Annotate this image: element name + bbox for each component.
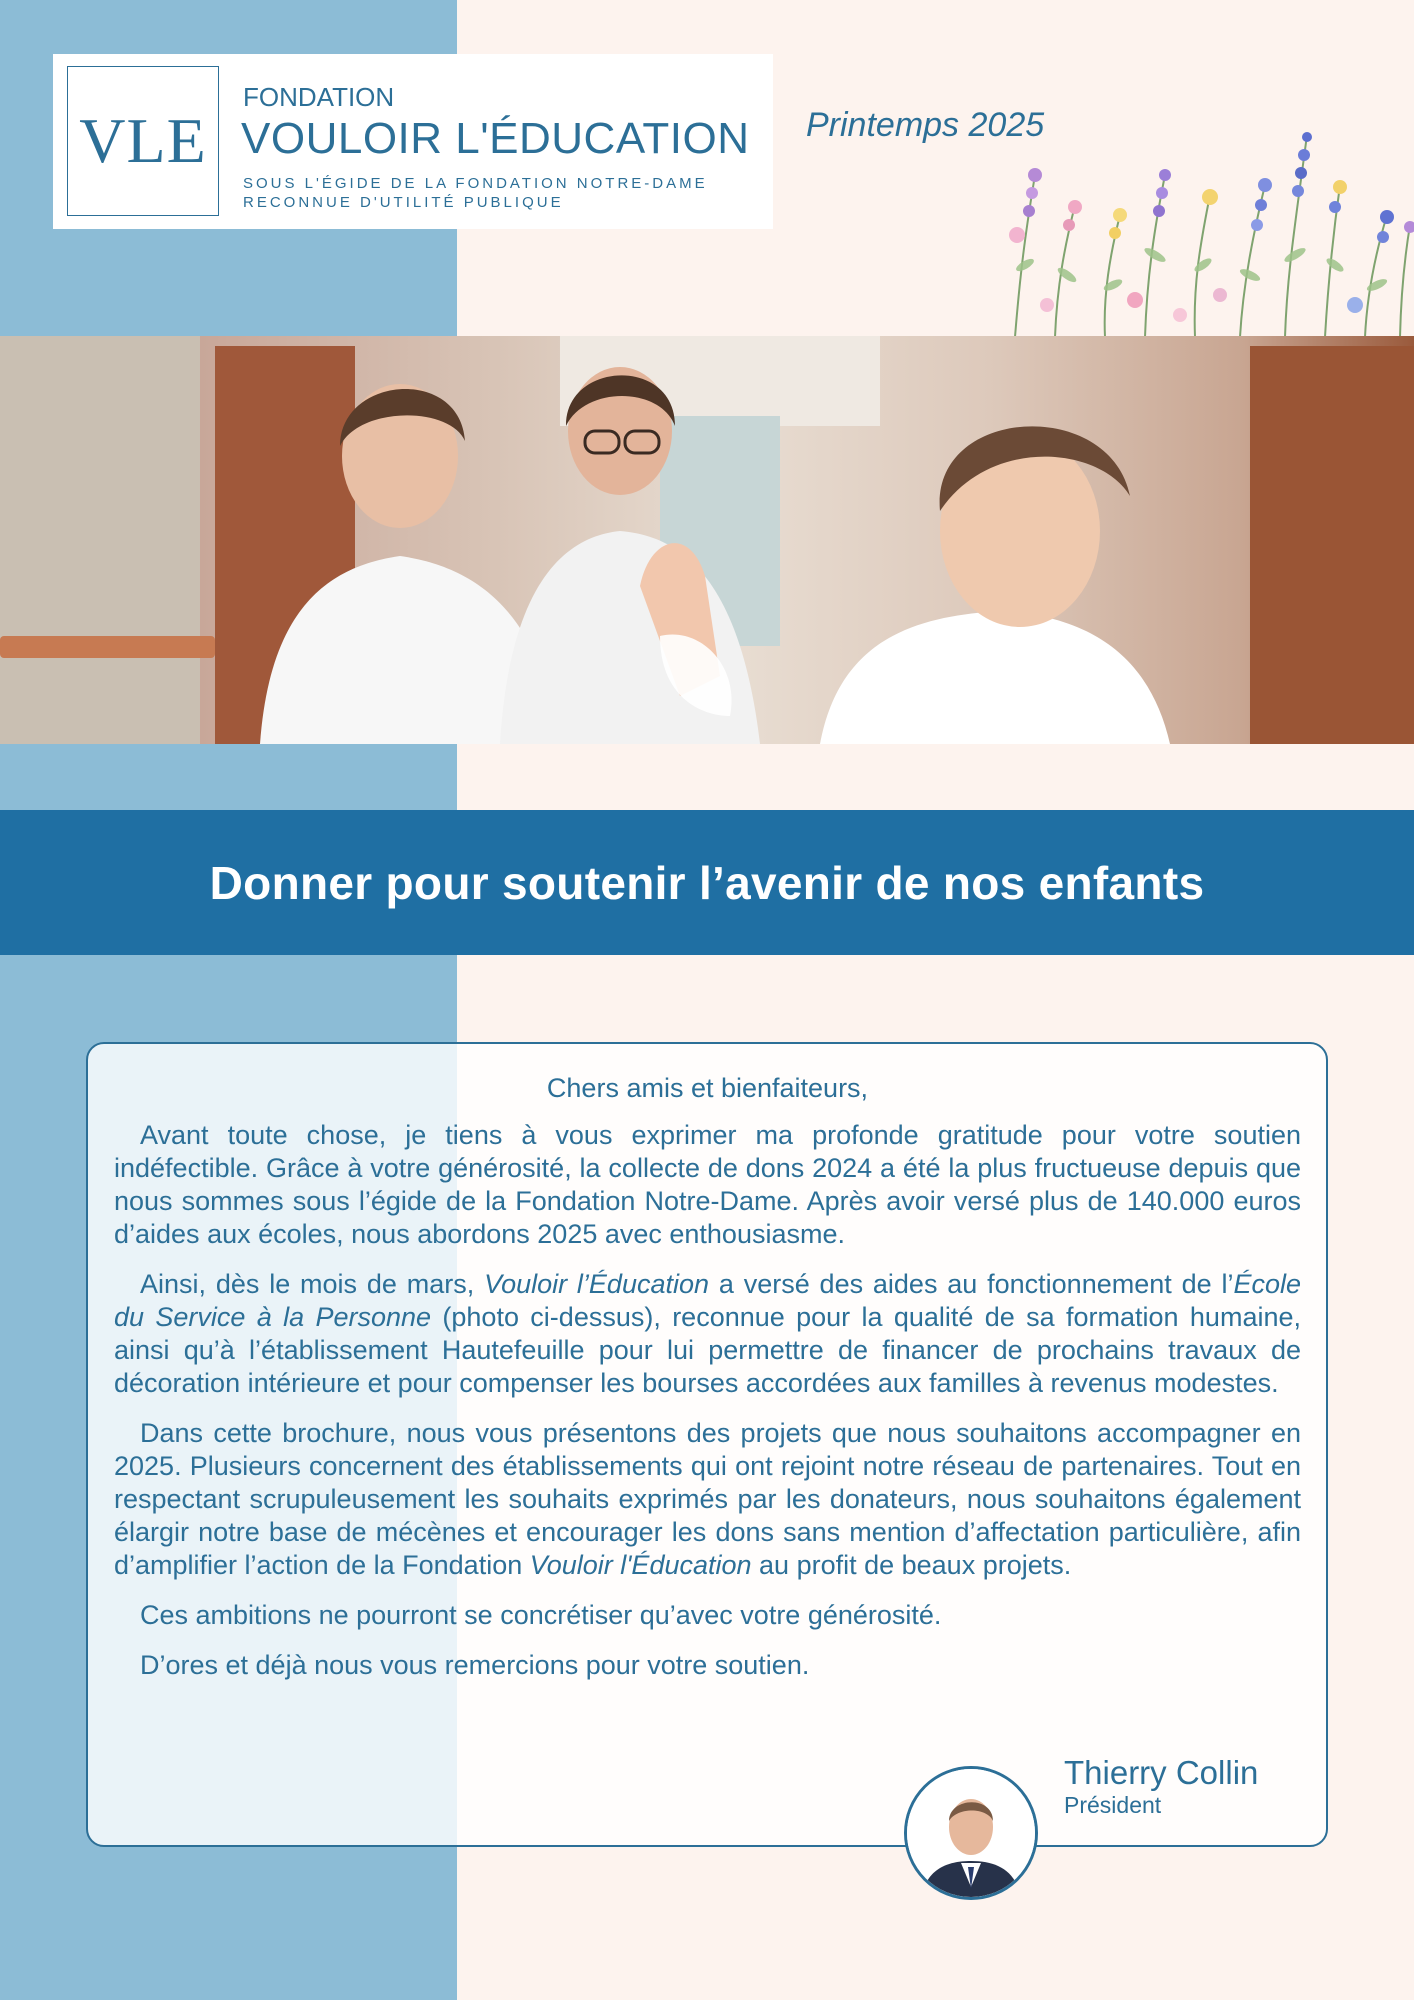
header-photo-nursing-students <box>0 336 1414 744</box>
letter-paragraph-1: Avant toute chose, je tiens à vous exprimer ma profonde gratitude pour votre soutien indéfectible. Grâce à votre générosité, la collecte de dons 2024 a été la plus fructueuse depuis que nous sommes sous l’égide de la Fondation Notre-Dame. Après avoir versé plus de 140.000 euros d’aides aux écoles, nous abordons 2025 avec enthousiasme. <box>114 1120 1301 1249</box>
paragraph-3-text-b: au profit de beaux projets. <box>751 1550 1072 1580</box>
paragraph-2-text-c: (photo ci-dessus), reconnue pour la qualité de sa formation humaine, ainsi qu’à l’établissement Hautefeuille pour lui permettre de financer de prochains travaux de décoration intérieure et pour compenser les bourses accordées aux familles à revenus modestes. <box>114 1302 1301 1398</box>
president-letter <box>86 1042 1328 1847</box>
edition-label: Printemps 2025 <box>806 106 1045 144</box>
paragraph-2-emphasis-school: École du Service à la Personne <box>114 1269 1301 1332</box>
signature-name: Thierry Collin <box>1064 1754 1259 1791</box>
paragraph-2-text-b: a versé des aides au fonctionnement de l’ <box>709 1269 1234 1299</box>
signature-role: Président <box>1064 1792 1162 1818</box>
paragraph-3-text-a: Dans cette brochure, nous vous présentons des projets que nous souhaitons accompagner en 2025. Plusieurs concernent des établissements qui ont rejoint notre réseau de partenaires. Tout en respectant scrupuleusement les souhaits exprimés par les donateurs, nous souhaitons également élargir notre base de mécènes et encourager les dons sans mention d’affectation particulière, afin d’amplifier l’action de la Fondation <box>114 1418 1301 1580</box>
photo-illustration <box>0 336 1414 744</box>
portrait-illustration <box>907 1769 1035 1897</box>
logo-title: VOULOIR L'ÉDUCATION <box>241 114 750 163</box>
letter-body <box>114 1072 1301 1699</box>
foundation-logo <box>53 54 773 229</box>
letter-paragraph-2 <box>114 1268 1301 1400</box>
paragraph-2-emphasis-foundation: Vouloir l’Éducation <box>484 1269 710 1299</box>
president-portrait <box>904 1766 1038 1900</box>
paragraph-2-text-a: Ainsi, dès le mois de mars, <box>140 1269 485 1299</box>
logo-subtitle <box>243 174 708 212</box>
letter-salutation: Chers amis et bienfaiteurs, <box>546 1073 869 1103</box>
logo-subtitle-line-2: RECONNUE D'UTILITÉ PUBLIQUE <box>243 194 564 211</box>
letter-paragraph-3 <box>114 1417 1301 1582</box>
logo-supertitle: FONDATION <box>243 82 395 112</box>
paragraph-3-emphasis-foundation: Vouloir l'Éducation <box>529 1550 752 1580</box>
letter-paragraph-5: D’ores et déjà nous vous remercions pour votre soutien. <box>140 1650 810 1680</box>
logo-monogram: VLE <box>67 66 219 216</box>
title-banner <box>0 810 1414 955</box>
letter-paragraph-4: Ces ambitions ne pourront se concrétiser qu’avec votre générosité. <box>140 1600 942 1630</box>
logo-subtitle-line-1: SOUS L'ÉGIDE DE LA FONDATION NOTRE-DAME <box>243 175 708 192</box>
banner-title: Donner pour soutenir l’avenir de nos enfants <box>209 856 1205 909</box>
wildflowers-illustration <box>995 115 1414 337</box>
